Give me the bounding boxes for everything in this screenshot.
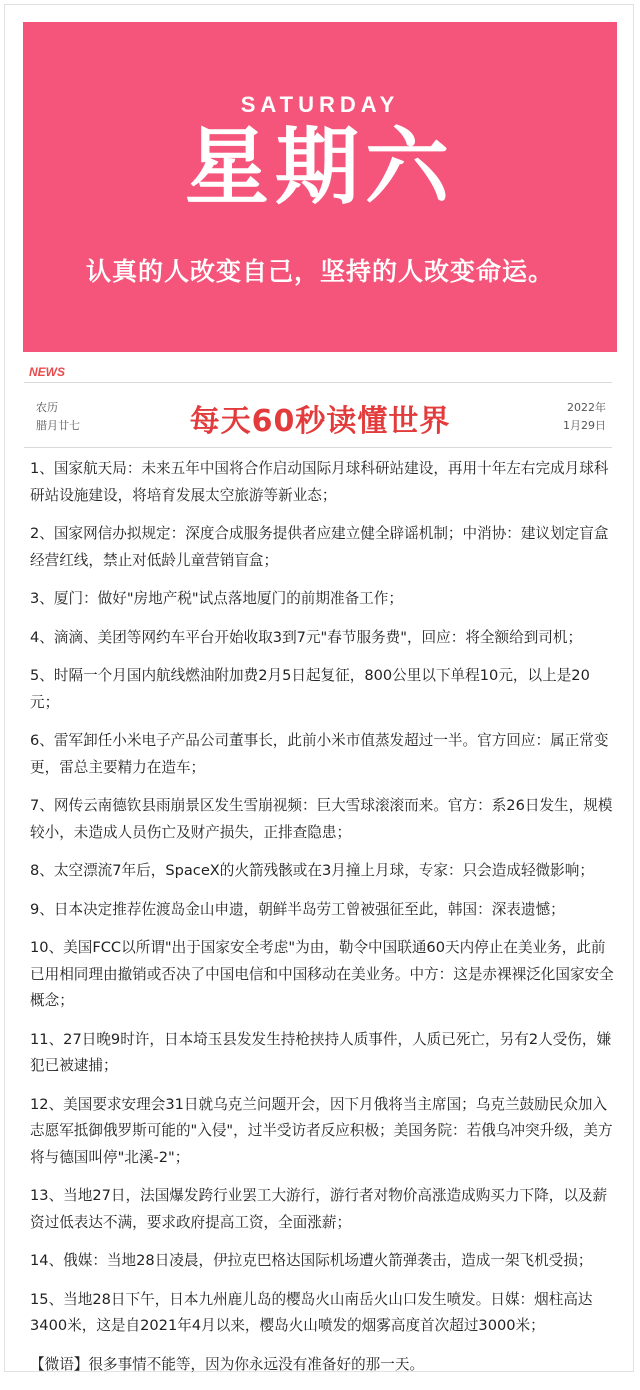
- news-item: 1、国家航天局：未来五年中国将合作启动国际月球科研站建设，再用十年左右完成月球科研站设施建设，将培育发展太空旅游等新业态；: [30, 460, 609, 504]
- header-top-divider: [24, 382, 612, 383]
- news-list: [30, 456, 614, 1390]
- news-item: 13、当地27日，法国爆发跨行业罢工大游行，游行者对物价高涨造成购买力下降，以及薪资过低表达不满，要求政府提高工资，全面涨薪；: [30, 1187, 608, 1231]
- news-item: 10、美国FCC以所谓"出于国家安全考虑"为由，勒令中国联通60天内停止在美业务，此前已用相同理由撤销或否决了中国电信和中国移动在美业务。中方：这是赤裸裸泛化国家安全概念；: [30, 939, 614, 1009]
- weekday-banner: [23, 22, 617, 352]
- news-item: 5、时隔一个月国内航线燃油附加费2月5日起复征，800公里以下单程10元，以上是20元；: [30, 667, 590, 711]
- lunar-label: 农历: [36, 401, 58, 414]
- news-item: 12、美国要求安理会31日就乌克兰问题开会，因下月俄将当主席国；乌克兰鼓励民众加入志愿军抵御俄罗斯可能的"入侵"，过半受访者反应积极；美国务院：若俄乌冲突升级，美方将与德国叫停"北溪-2"；: [30, 1095, 613, 1166]
- news-item: 4、滴滴、美团等网约车平台开始收取3到7元"春节服务费"，回应：将全额给到司机；: [30, 628, 583, 646]
- lunar-day: 腊月廿七: [36, 419, 80, 432]
- news-item: 6、雷军卸任小米电子产品公司董事长，此前小米市值蒸发超过一半。官方回应：属正常变更，雷总主要精力在造车；: [30, 732, 609, 776]
- news-item: 7、网传云南德钦县雨崩景区发生雪崩视频：巨大雪球滚滚而来。官方：系26日发生，规模较小，未造成人员伤亡及财产损失，正排查隐患；: [30, 797, 613, 841]
- weekday-chinese: 星期六: [184, 118, 455, 216]
- date-year: 2022年: [567, 401, 606, 414]
- gregorian-date: [563, 399, 606, 435]
- news-item: 11、27日晚9时许，日本埼玉县发发生持枪挟持人质事件，人质已死亡，另有2人受伤，嫌犯已被逮捕；: [30, 1030, 612, 1074]
- news-tag: NEWS: [29, 365, 65, 379]
- news-item: 9、日本决定推荐佐渡岛金山申遗，朝鲜半岛劳工曾被强征至此，韩国：深表遗憾；: [30, 900, 565, 918]
- news-item: 3、厦门：做好"房地产税"试点落地厦门的前期准备工作；: [30, 590, 403, 607]
- news-item: 2、国家网信办拟规定：深度合成服务提供者应建立健全辟谣机制；中消协：建议划定盲盒经营红线，禁止对低龄儿童营销盲盒；: [30, 525, 609, 569]
- daily-quote: 【微语】很多事情不能等，因为你永远没有准备好的那一天。: [30, 1355, 425, 1373]
- news-item: 14、俄媒：当地28日凌晨，伊拉克巴格达国际机场遭火箭弹袭击，造成一架飞机受损；: [30, 1252, 593, 1269]
- page-title: 每天60秒读懂世界: [189, 404, 451, 439]
- banner-motto: 认真的人改变自己，坚持的人改变命运。: [85, 257, 554, 286]
- weekday-english: SATURDAY: [240, 92, 400, 117]
- header-bottom-divider: [24, 447, 612, 448]
- date-day: 1月29日: [563, 419, 606, 432]
- news-item: 15、当地28日下午，日本九州鹿儿岛的樱岛火山南岳火山口发生喷发。日媒：烟柱高达3400米，这是自2021年4月以来，樱岛火山喷发的烟雾高度首次超过3000米；: [30, 1290, 593, 1334]
- news-item: 8、太空漂流7年后，SpaceX的火箭残骸或在3月撞上月球，专家：只会造成轻微影响；: [30, 862, 594, 879]
